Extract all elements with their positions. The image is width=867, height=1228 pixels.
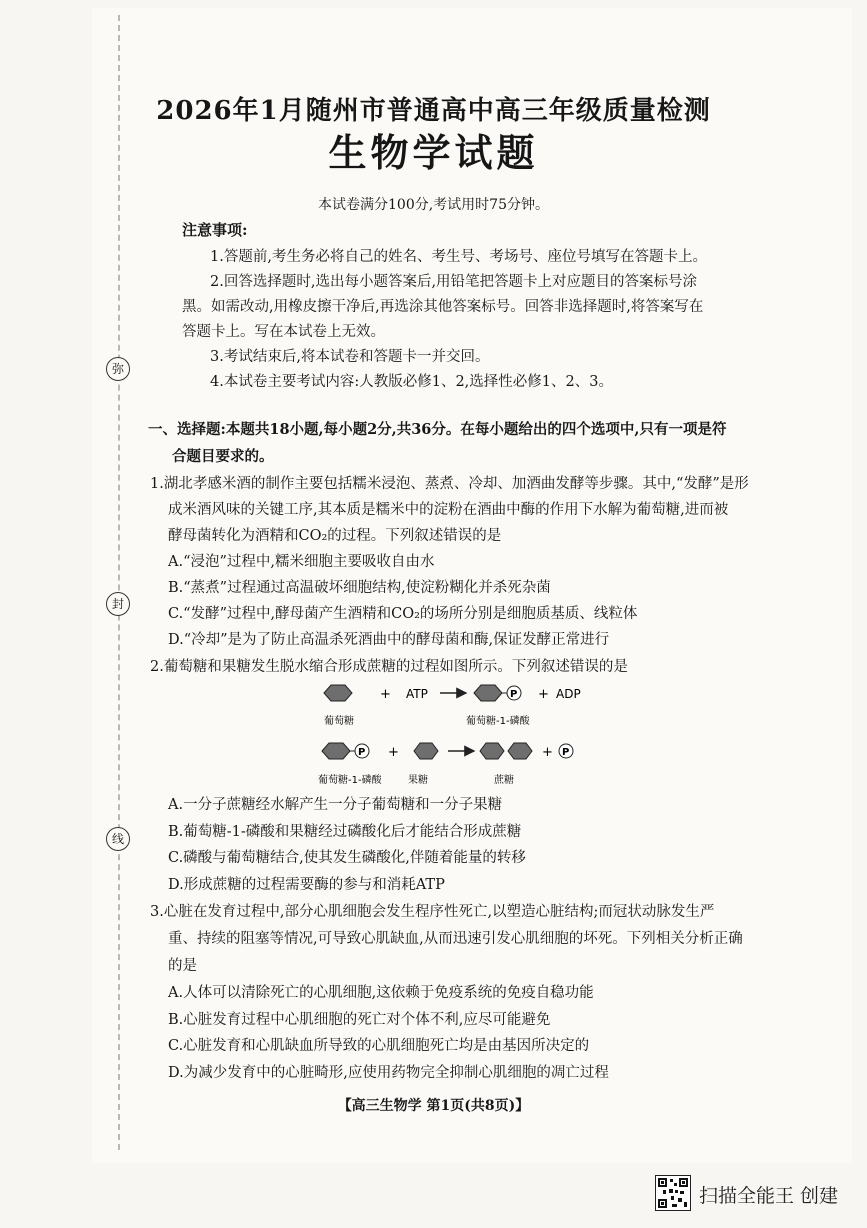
note-2a: 2.回答选择题时,选出每小题答案后,用铅笔把答题卡上对应题目的答案标号涂 <box>210 274 698 290</box>
q2-option-c: C.磷酸与葡萄糖结合,使其发生磷酸化,伴随着能量的转移 <box>168 850 526 866</box>
plus-sign-2: + <box>538 687 549 702</box>
glucose-1-phosphate-molecule-2 <box>322 743 350 759</box>
scanner-watermark <box>655 1173 860 1213</box>
sucrose-label: 蔗糖 <box>494 775 514 786</box>
exam-title: 2026年1月随州市普通高中高三年级质量检测 <box>156 96 711 126</box>
q2-option-a: A.一分子蔗糖经水解产生一分子葡萄糖和一分子果糖 <box>168 797 503 813</box>
q2-stem: 2.葡萄糖和果糖发生脱水缩合形成蔗糖的过程如图所示。下列叙述错误的是 <box>150 659 628 675</box>
glucose-1-phosphate-molecule <box>474 685 502 701</box>
svg-text:P: P <box>358 747 366 758</box>
plus-sign-4: + <box>542 745 553 760</box>
fructose-molecule <box>414 743 438 759</box>
glucose-1-phosphate-label-top: 葡萄糖-1-磷酸 <box>466 716 530 727</box>
q2-option-b: B.葡萄糖-1-磷酸和果糖经过磷酸化后才能结合形成蔗糖 <box>168 824 522 840</box>
note-2b: 黑。如需改动,用橡皮擦干净后,再选涂其他答案标号。回答非选择题时,将答案写在 <box>182 299 704 315</box>
notes-heading: 注意事项: <box>182 221 248 239</box>
q1-stem-line2: 成米酒风味的关键工序,其本质是糯米中的淀粉在酒曲中酶的作用下水解为葡萄糖,进而被 <box>168 502 729 518</box>
q3-option-a: A.人体可以清除死亡的心肌细胞,这依赖于免疫系统的免疫自稳功能 <box>168 985 594 1001</box>
note-3: 3.考试结束后,将本试卷和答题卡一并交回。 <box>210 349 490 365</box>
q3-option-c: C.心脏发育和心肌缺血所导致的心肌细胞死亡均是由基因所决定的 <box>168 1038 590 1054</box>
sucrose-synthesis-diagram <box>318 680 598 788</box>
note-2c: 答题卡上。写在本试卷上无效。 <box>182 324 385 340</box>
q1-option-a: A.“浸泡”过程中,糯米细胞主要吸收自由水 <box>168 554 435 570</box>
qr-code-icon <box>655 1175 691 1211</box>
plus-sign-1: + <box>380 687 391 702</box>
q3-stem-line1: 3.心脏在发育过程中,部分心肌细胞会发生程序性死亡,以塑造心脏结构;而冠状动脉发生严 <box>150 904 715 920</box>
note-4: 4.本试卷主要考试内容:人教版必修1、2,选择性必修1、2、3。 <box>210 374 613 390</box>
q3-stem-line3: 的是 <box>168 958 197 974</box>
binding-mark-feng: 封 <box>106 592 130 616</box>
q1-stem-line3: 酵母菌转化为酒精和CO₂的过程。下列叙述错误的是 <box>168 528 502 544</box>
exam-info: 本试卷满分100分,考试用时75分钟。 <box>318 197 549 213</box>
binding-mark-xian: 线 <box>106 827 130 851</box>
q1-option-c: C.“发酵”过程中,酵母菌产生酒精和CO₂的场所分别是细胞质基质、线粒体 <box>168 606 638 622</box>
q3-option-d: D.为减少发育中的心脏畸形,应使用药物完全抑制心肌细胞的凋亡过程 <box>168 1065 609 1081</box>
scanner-label: 扫描全能王 创建 <box>699 1185 839 1207</box>
sucrose-fructose-unit <box>508 743 532 759</box>
section-heading-line1: 一、选择题:本题共18小题,每小题2分,共36分。在每小题给出的四个选项中,只有一项是符 <box>148 421 727 438</box>
binding-line <box>118 15 120 1150</box>
q1-stem-line1: 1.湖北孝感米酒的制作主要包括糯米浸泡、蒸煮、冷却、加酒曲发酵等步骤。其中,“发酵”是形 <box>150 476 749 492</box>
sucrose-glucose-unit <box>480 743 504 759</box>
glucose-1-phosphate-label-bottom: 葡萄糖-1-磷酸 <box>318 775 382 786</box>
atp-label: ATP <box>406 687 428 701</box>
q2-option-d: D.形成蔗糖的过程需要酶的参与和消耗ATP <box>168 877 445 893</box>
q3-option-b: B.心脏发育过程中心肌细胞的死亡对个体不利,应尽可能避免 <box>168 1012 551 1028</box>
fructose-label: 果糖 <box>408 775 428 786</box>
page-footer: 【高三生物学 第1页(共8页)】 <box>337 1098 530 1114</box>
note-1: 1.答题前,考生务必将自己的姓名、考生号、考场号、座位号填写在答题卡上。 <box>210 249 707 265</box>
glucose-molecule <box>324 685 352 701</box>
binding-mark-mi: 弥 <box>106 357 130 381</box>
q1-option-b: B.“蒸煮”过程通过高温破坏细胞结构,使淀粉糊化并杀死杂菌 <box>168 580 551 596</box>
svg-text:P: P <box>510 689 518 700</box>
q3-stem-line2: 重、持续的阻塞等情况,可导致心肌缺血,从而迅速引发心肌细胞的坏死。下列相关分析正确 <box>168 931 743 947</box>
glucose-label: 葡萄糖 <box>324 716 354 727</box>
svg-text:P: P <box>562 747 570 758</box>
subject-title: 生物学试题 <box>328 130 539 175</box>
plus-sign-3: + <box>388 745 399 760</box>
q1-option-d: D.“冷却”是为了防止高温杀死酒曲中的酵母菌和酶,保证发酵正常进行 <box>168 632 610 648</box>
section-heading-line2: 合题目要求的。 <box>172 448 274 465</box>
adp-label: ADP <box>556 687 581 701</box>
